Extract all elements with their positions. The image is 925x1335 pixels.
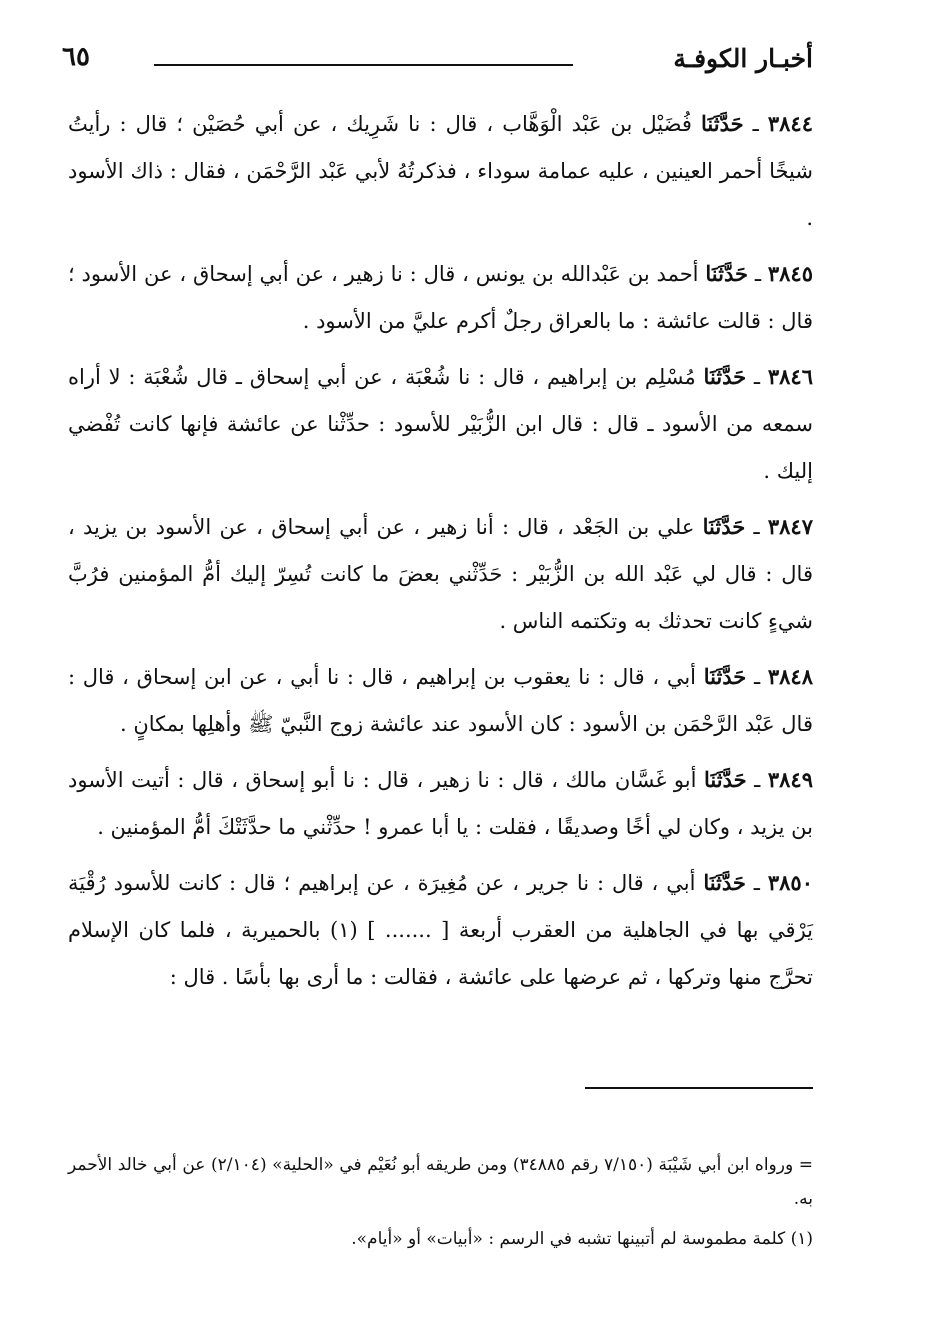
hadith-text: فُضَيْل بن عَبْد الْوَهَّاب ، قال : نا شَرِيك ، عن أبي حُصَيْن ؛ قال : رأيتُ شيخًا أحمر العينين ، عليه عمامة سوداء ، فذكرتُهُ لأبي عَبْد الرَّحْمَن ، فقال : ذاك الأسود . [68,112,813,230]
hadith-text: أبي ، قال : نا يعقوب بن إبراهيم ، قال : نا أبي ، عن ابن إسحاق ، قال : قال عَبْد الرَّحْمَن بن الأسود : كان الأسود عند عائشة زوج النَّبيّ ﷺ وأهلِها بمكانٍ . [68,665,813,736]
hadith-number: ٣٨٥٠ [767,870,813,895]
header-rule [154,64,573,66]
hadith-keyword: حَدَّثَنَا [700,111,744,136]
hadith-keyword: حَدَّثَنَا [703,364,747,389]
hadith-text: أحمد بن عَبْدالله بن يونس ، قال : نا زهير ، عن أبي إسحاق ، عن الأسود ؛ قال : قالت عائشة : ما بالعراق رجلٌ أكرم عليَّ من الأسود . [68,262,813,333]
hadith-paragraph: ٣٨٤٥ ـ حَدَّثَنَا أحمد بن عَبْدالله بن يونس ، قال : نا زهير ، عن أبي إسحاق ، عن الأسود ؛ قال : قالت عائشة : ما بالعراق رجلٌ أكرم عليَّ من الأسود . [68,261,813,333]
footnote-continuation: = ورواه ابن أبي شَيْبَة (٧/١٥٠ رقم ٣٤٨٨٥) ومن طريقه أبو نُعَيْم في «الحلية» (٢/١٠٤) عن أبي خالد الأحمر به. [68,1155,814,1209]
hadith-number: ٣٨٤٤ [767,111,813,136]
footnote-separator [585,1087,813,1089]
hadith-number: ٣٨٤٧ [767,514,813,539]
hadith-keyword: حَدَّثَنَا [703,870,746,895]
hadith-paragraph: ٣٨٤٨ ـ حَدَّثَنَا أبي ، قال : نا يعقوب بن إبراهيم ، قال : نا أبي ، عن ابن إسحاق ، قال : قال عَبْد الرَّحْمَن بن الأسود : كان الأسود عند عائشة زوج النَّبيّ ﷺ وأهلِها بمكانٍ . [68,664,813,736]
footnotes [68,1148,813,1262]
page-number: ٦٥ [62,42,90,72]
hadith-text: علي بن الجَعْد ، قال : أنا زهير ، عن أبي إسحاق ، عن الأسود بن يزيد ، قال : قال لي عَبْد الله بن الزُّبَيْر : حَدِّثْني بعضَ ما كانت تُسِرّ إليك أمُّ المؤمنين فرُبَّ شيءٍ كانت تحدثك به وتكتمه الناس . [68,515,813,633]
hadith-number: ٣٨٤٨ [767,664,813,689]
hadith-paragraph: ٣٨٤٤ ـ حَدَّثَنَا فُضَيْل بن عَبْد الْوَهَّاب ، قال : نا شَرِيك ، عن أبي حُصَيْن ؛ قال : رأيتُ شيخًا أحمر العينين ، عليه عمامة سوداء ، فذكرتُهُ لأبي عَبْد الرَّحْمَن ، فقال : ذاك الأسود . [68,111,813,230]
hadith-paragraph: ٣٨٥٠ ـ حَدَّثَنَا أبي ، قال : نا جرير ، عن مُغِيرَة ، عن إبراهيم ؛ قال : كانت للأسود رُقْيَة يَرْقي بها في الجاهلية من العقرب أربعة [ ....... ] (١) بالحميرية ، فلما كان الإسلام تحرَّج منها وتركها ، ثم عرضها على عائشة ، فقالت : ما أرى بها بأسًا . قال : [68,870,814,989]
hadith-keyword: حَدَّثَنَا [702,514,746,539]
hadith-text: مُسْلِم بن إبراهيم ، قال : نا شُعْبَة ، عن أبي إسحاق ـ قال شُعْبَة : لا أراه سمعه من الأسود ـ قال : قال ابن الزُّبَيْر للأسود : حدِّثْنا عن عائشة فإنها كانت تُفْضي إليك . [68,365,813,483]
hadith-keyword: حَدَّثَنَا [703,664,747,689]
hadith-paragraph: ٣٨٤٩ ـ حَدَّثَنَا أبو غَسَّان مالك ، قال : نا زهير ، قال : نا أبو إسحاق ، قال : أتيت الأسود بن يزيد ، وكان لي أخًا وصديقًا ، فقلت : يا أبا عمرو ! حدِّثْني ما حدَّثَتْكَ أمُّ المؤمنين . [68,767,813,839]
hadith-paragraph: ٣٨٤٧ ـ حَدَّثَنَا علي بن الجَعْد ، قال : أنا زهير ، عن أبي إسحاق ، عن الأسود بن يزيد ، قال : قال لي عَبْد الله بن الزُّبَيْر : حَدِّثْني بعضَ ما كانت تُسِرّ إليك أمُّ المؤمنين فرُبَّ شيءٍ كانت تحدثك به وتكتمه الناس . [68,514,813,633]
hadith-keyword: حَدَّثَنَا [704,767,747,792]
hadith-paragraph: ٣٨٤٦ ـ حَدَّثَنَا مُسْلِم بن إبراهيم ، قال : نا شُعْبَة ، عن أبي إسحاق ـ قال شُعْبَة : لا أراه سمعه من الأسود ـ قال : قال ابن الزُّبَيْر للأسود : حدِّثْنا عن عائشة فإنها كانت تُفْضي إليك . [68,364,813,483]
hadith-number: ٣٨٤٩ [767,767,813,792]
hadith-text: أبو غَسَّان مالك ، قال : نا زهير ، قال : نا أبو إسحاق ، قال : أتيت الأسود بن يزيد ، وكان لي أخًا وصديقًا ، فقلت : يا أبا عمرو ! حدِّثْني ما حدَّثَتْكَ أمُّ المؤمنين . [68,768,813,839]
hadith-text: أبي ، قال : نا جرير ، عن مُغِيرَة ، عن إبراهيم ؛ قال : كانت للأسود رُقْيَة يَرْقي بها في الجاهلية من العقرب أربعة [ ....... ] (١) بالحميرية ، فلما كان الإسلام تحرَّج منها وتركها ، ثم عرضها على عائشة ، فقالت : ما أرى بها بأسًا . قال : [68,871,814,989]
hadith-number: ٣٨٤٥ [767,261,813,286]
hadith-number: ٣٨٤٦ [767,364,813,389]
hadith-keyword: حَدَّثَنَا [705,261,748,286]
page-body [68,100,813,1009]
page-header [62,38,813,78]
footnote-1: (١) كلمة مطموسة لم أتبينها تشبه في الرسم : «أبيات» أو «أيام». [351,1229,813,1249]
running-title: أخبـار الكوفـة [673,44,813,73]
